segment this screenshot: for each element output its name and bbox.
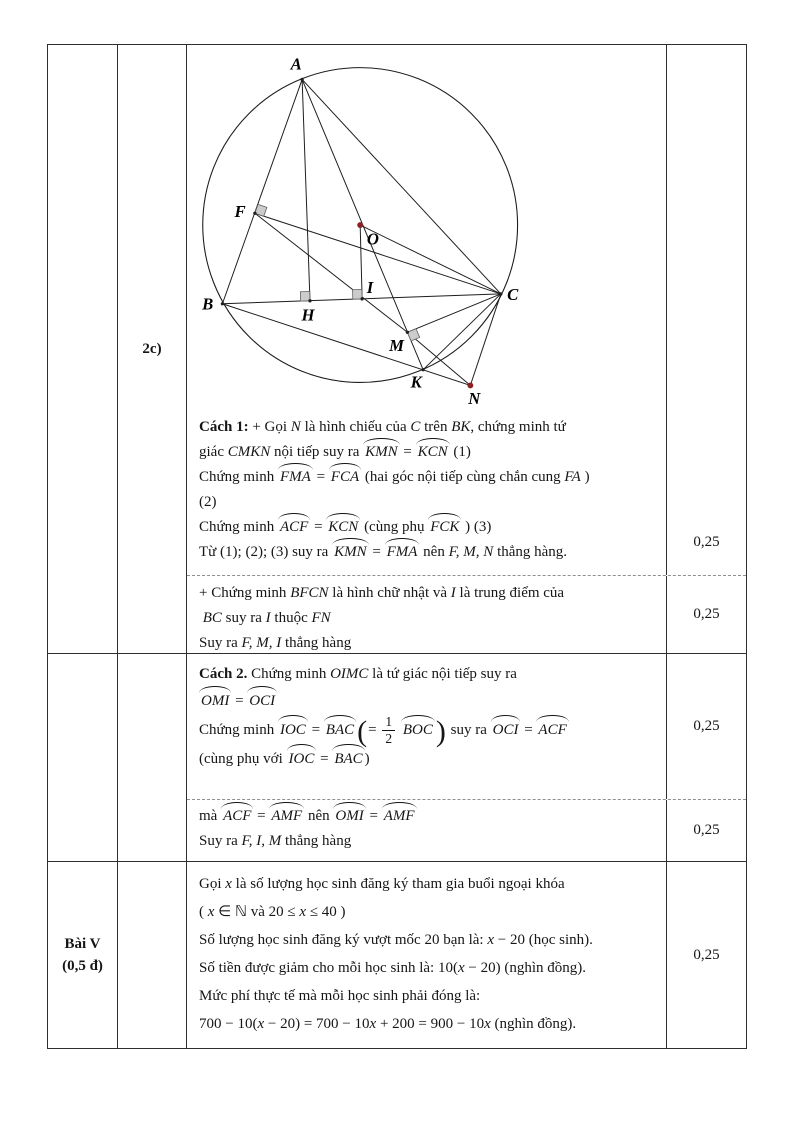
- fraction: $\frac{1}{2}$: [380, 715, 397, 746]
- segment-FM: [255, 213, 407, 332]
- point-N: [467, 382, 473, 388]
- part-label-cell: [118, 45, 187, 653]
- score-cell: [666, 654, 746, 799]
- cach1-text: [187, 411, 666, 565]
- text-line: (cùng phụ với IOC = BAC ): [199, 746, 656, 773]
- solution-content: [187, 862, 666, 1048]
- solution-row-conclusion: [187, 799, 746, 861]
- segment-CM: [407, 294, 500, 332]
- text-line: Số tiền được giảm cho mỗi học sinh là: 10(x − 20) (nghìn đồng).: [199, 960, 586, 976]
- text-line: 700 − 10(x − 20) = 700 − 10x + 200 = 900 − 10x (nghìn đồng).: [199, 1016, 577, 1032]
- solution-row-cach1: [187, 45, 746, 575]
- solution-content: [187, 576, 666, 653]
- exercise-label-line2: (0,5 đ): [62, 958, 103, 974]
- solution-table: [47, 44, 747, 1049]
- exercise-label-cell: [48, 862, 118, 1048]
- table-group-bai5: [48, 861, 746, 1048]
- point-label-M: M: [389, 335, 405, 355]
- exercise-label-cell-empty: [48, 45, 118, 653]
- text-line: giác CMKN nội tiếp suy ra KMN = KCN (1): [199, 440, 656, 465]
- point-F: [253, 212, 256, 215]
- part-label-cell-empty: [118, 654, 187, 861]
- point-M: [406, 331, 409, 334]
- text-line: Số lượng học sinh đăng ký vượt mốc 20 bạn là: x − 20 (học sinh).: [199, 932, 593, 948]
- segment-AH: [302, 79, 310, 300]
- point-label-I: I: [366, 277, 374, 297]
- segment-BN: [222, 304, 470, 386]
- text-line: + Chứng minh BFCN là hình chữ nhật và I là trung điểm của: [199, 585, 565, 601]
- solution-row-bfcn: [187, 575, 746, 653]
- text-line: Suy ra F, I, M thẳng hàng: [199, 833, 352, 849]
- solution-row-cach2: [187, 654, 746, 799]
- text-line: (2): [199, 494, 217, 510]
- group-main: [187, 862, 746, 1048]
- point-O: [357, 222, 363, 228]
- text-line: BC suy ra I thuộc FN: [202, 610, 331, 626]
- point-H: [308, 299, 311, 302]
- text-line: Cách 2. Chứng minh OIMC là tứ giác nội tiếp suy ra: [199, 666, 517, 682]
- segment-AB: [222, 79, 302, 303]
- solution-row-bai5: [187, 862, 746, 1048]
- text-line: Cách 1: + Gọi N là hình chiếu của C trên BK, chứng minh tứ: [199, 419, 566, 435]
- text-line: Gọi x là số lượng học sinh đăng ký tham gia buổi ngoại khóa: [199, 876, 565, 892]
- solution-content: [187, 45, 666, 575]
- text-line: Chứng minh IOC = BAC (= $\frac{1}{2}$ BOC ) suy ra OCI = ACF: [199, 714, 567, 749]
- part-label-cell-empty: [118, 862, 187, 1048]
- point-label-F: F: [234, 202, 246, 222]
- score-cell: [666, 862, 746, 1048]
- text-line: ( x ∈ ℕ và 20 ≤ x ≤ 40 ): [199, 904, 346, 920]
- segment-OC: [360, 225, 501, 294]
- point-label-C: C: [507, 284, 519, 304]
- point-label-O: O: [366, 229, 379, 249]
- segment-CK: [423, 294, 501, 370]
- point-C: [499, 292, 502, 295]
- point-label-A: A: [290, 54, 302, 74]
- point-label-K: K: [410, 372, 422, 392]
- right-angle-marker-M: [407, 329, 419, 341]
- score-value: 0,25: [693, 606, 720, 622]
- table-group-2c: [48, 45, 746, 653]
- score-value: 0,25: [693, 822, 720, 838]
- score-cell: [666, 576, 746, 653]
- conclusion-text: [187, 800, 666, 854]
- text-line: Chứng minh FMA = FCA (hai góc nội tiếp cùng chắn cung FA ): [199, 465, 656, 490]
- score-cell: [666, 45, 746, 575]
- right-angle-marker-I: [353, 289, 363, 299]
- score-cell: [666, 800, 746, 861]
- group-main: [187, 45, 746, 653]
- right-angle-marker-H: [300, 291, 310, 301]
- point-label-H: H: [301, 305, 315, 325]
- score-value: 0,25: [693, 718, 720, 734]
- solution-content: [187, 654, 666, 799]
- point-B: [221, 302, 224, 305]
- text-line: Chứng minh ACF = KCN (cùng phụ FCK ) (3): [199, 515, 656, 540]
- cach2-text: [187, 654, 666, 773]
- bai5-text: [187, 862, 666, 1038]
- score-value: 0,25: [693, 946, 720, 963]
- text-line: Suy ra F, M, I thẳng hàng: [199, 635, 352, 651]
- bfcn-text: [187, 576, 666, 656]
- text-line: mà ACF = AMF nên OMI = AMF: [199, 804, 656, 829]
- exercise-label-cell-empty: [48, 654, 118, 861]
- solution-content: [187, 800, 666, 861]
- text-line: Mức phí thực tế mà mỗi học sinh phải đóng là:: [199, 988, 481, 1004]
- point-A: [300, 78, 303, 81]
- segment-OI: [360, 225, 362, 299]
- point-label-N: N: [468, 389, 481, 409]
- group-main: [187, 654, 746, 861]
- exercise-label-line1: Bài V: [64, 936, 101, 952]
- score-value: 0,25: [693, 534, 720, 550]
- point-K: [421, 368, 424, 371]
- segment-CN: [470, 294, 501, 385]
- point-label-B: B: [202, 294, 214, 314]
- text-line: OMI = OCI: [199, 688, 656, 715]
- point-I: [360, 297, 363, 300]
- table-group-cach2: [48, 653, 746, 861]
- part-label: 2c): [142, 340, 162, 357]
- text-line: Từ (1); (2); (3) suy ra KMN = FMA nên F, M, N thẳng hàng.: [199, 540, 656, 565]
- geometry-figure: [187, 45, 666, 411]
